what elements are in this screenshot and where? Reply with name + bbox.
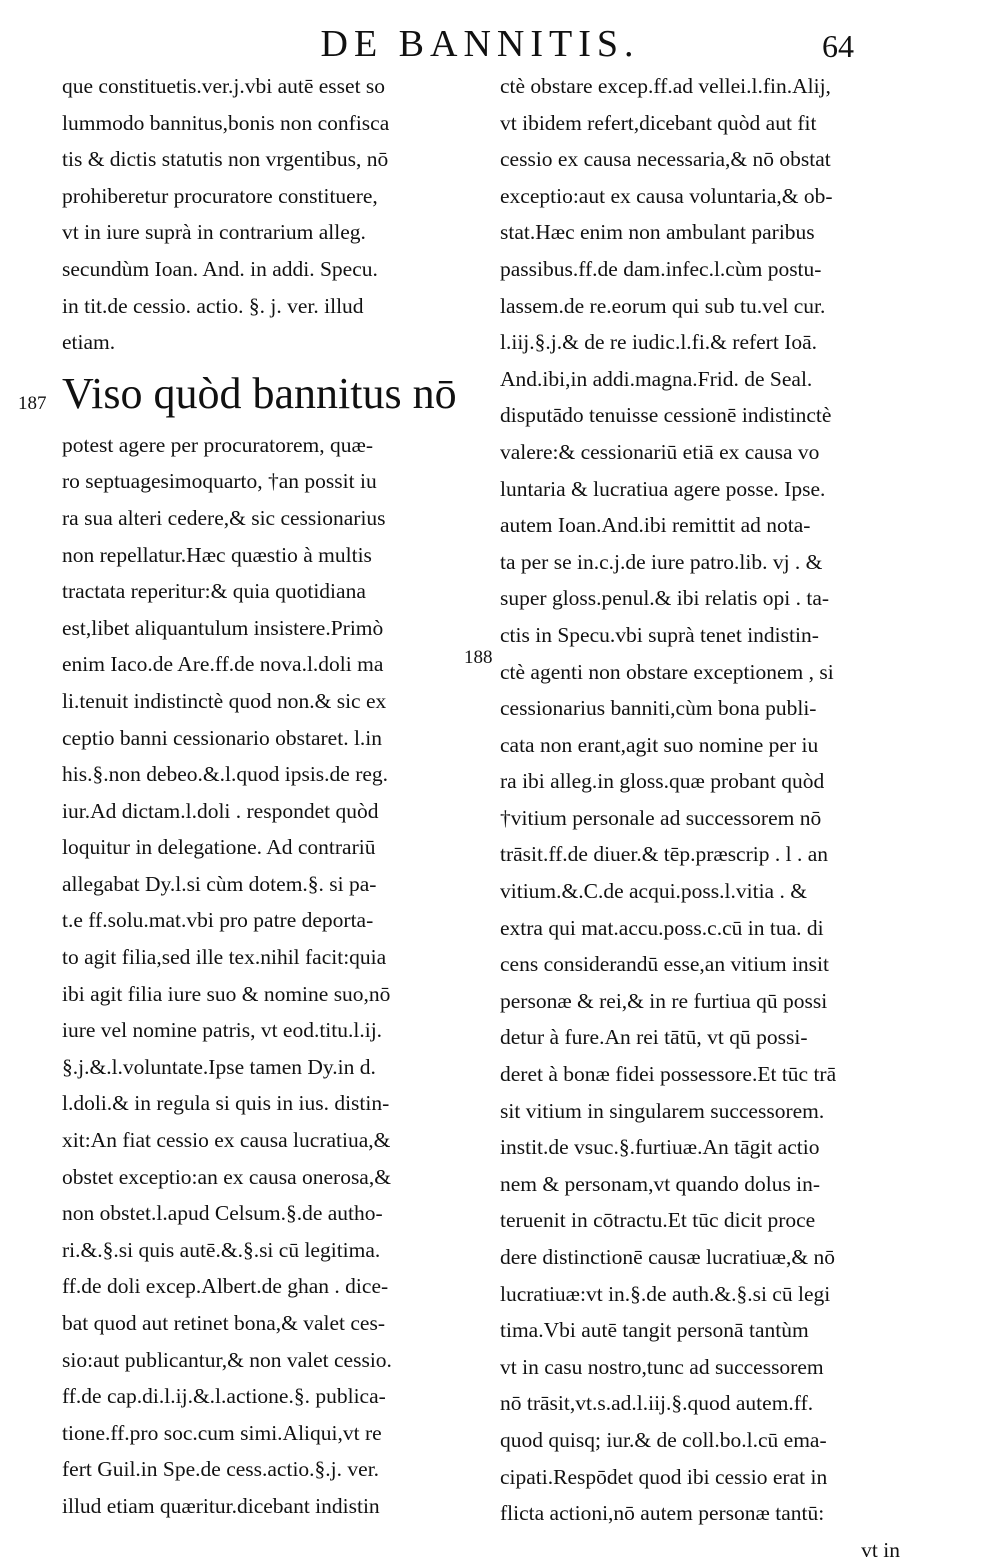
- page-number: 64: [822, 28, 854, 64]
- text-line: li.tenuit indistinctè quod non.& sic ex: [62, 688, 387, 713]
- text-line: fert Guil.in Spe.de cess.actio.§.j. ver.: [62, 1457, 380, 1482]
- text-line: ta per se in.c.j.de iure patro.lib. vj . &: [500, 549, 823, 574]
- text-line: xit:An fiat cessio ex causa lucratiua,&: [62, 1128, 391, 1153]
- text-line: que constituetis.ver.j.vbi autē esset so: [62, 74, 386, 98]
- text-line: extra qui mat.accu.poss.c.cū in tua. di: [500, 915, 824, 940]
- text-line: enim Iaco.de Are.ff.de nova.l.doli ma: [62, 652, 384, 677]
- text-line: cens considerandū esse,an vitium insit: [500, 952, 829, 977]
- text-line: deret à bonæ fidei possessore.Et tūc trā: [500, 1062, 837, 1087]
- text-line: quod quisq; iur.& de coll.bo.l.cū ema-: [500, 1427, 827, 1452]
- text-line: teruenit in cōtractu.Et tūc dicit proce: [500, 1208, 816, 1233]
- text-line: lucratiuæ:vt in.§.de auth.&.§.si cū legi: [500, 1281, 831, 1306]
- text-line: l.doli.& in regula si quis in ius. distin-: [62, 1091, 390, 1116]
- text-line: iure vel nomine patris, vt eod.titu.l.ij.: [62, 1018, 383, 1043]
- text-line: tractata reperitur:& quia quotidiana: [62, 579, 366, 604]
- text-line: allegabat Dy.l.si cùm dotem.§. si pa-: [62, 871, 377, 896]
- text-line: sio:aut publicantur,& non valet cessio.: [62, 1347, 392, 1372]
- text-line: cessionarius banniti,cùm bona publi-: [500, 696, 817, 721]
- text-line: illud etiam quæritur.dicebant indistin: [62, 1493, 380, 1518]
- text-line: tis & dictis statutis non vrgentibus, nō: [62, 147, 389, 172]
- text-line: flicta actioni,nō autem personæ tantū:: [500, 1501, 825, 1526]
- text-line: disputādo tenuisse cessionē indistinctè: [500, 403, 832, 428]
- text-line: ra ibi alleg.in gloss.quæ probant quòd: [500, 769, 825, 794]
- text-line: vt in casu nostro,tunc ad successorem: [500, 1354, 824, 1379]
- text-line: lassem.de re.eorum qui sub tu.vel cur.: [500, 293, 826, 318]
- text-line: ibi agit filia iure suo & nomine suo,nō: [62, 981, 391, 1006]
- text-line: vt in: [861, 1537, 900, 1562]
- text-line: dere distinctionē causæ lucratiuæ,& nō: [500, 1245, 835, 1269]
- text-line: And.ibi,in addi.magna.Frid. de Seal.: [500, 366, 813, 391]
- text-line: est,libet aliquantulum insistere.Primò: [62, 615, 384, 640]
- text-line: ceptio banni cessionario obstaret. l.in: [62, 725, 383, 750]
- text-line: l.iij.§.j.& de re iudic.l.fi.& refert Ioā.: [500, 330, 818, 355]
- text-line: nō trāsit,vt.s.ad.l.iij.§.quod autem.ff.: [500, 1391, 814, 1416]
- text-line: §.j.&.l.voluntate.Ipse tamen Dy.in d.: [62, 1054, 376, 1079]
- text-line: potest agere per procuratorem, quæ-: [62, 432, 374, 457]
- text-line: prohiberetur procuratore constituere,: [62, 183, 378, 208]
- text-line: his.§.non debeo.&.l.quod ipsis.de reg.: [62, 762, 389, 787]
- text-line: etiam.: [62, 330, 116, 355]
- text-line: secundùm Ioan. And. in addi. Specu.: [62, 256, 378, 281]
- text-line: trāsit.ff.de diuer.& tēp.præscrip . l . an: [500, 842, 829, 867]
- text-line: iur.Ad dictam.l.doli . respondet quòd: [62, 798, 379, 823]
- text-line: loquitur in delegatione. Ad contrariū: [62, 835, 376, 860]
- running-title: DE BANNITIS.: [320, 23, 640, 65]
- text-line: vitium.&.C.de acqui.poss.l.vitia . &: [500, 879, 807, 904]
- text-line: ctè obstare excep.ff.ad vellei.l.fin.Alij,: [500, 74, 831, 98]
- text-line: lummodo bannitus,bonis non confisca: [62, 110, 390, 135]
- text-line: tione.ff.pro soc.cum simi.Aliqui,vt re: [62, 1420, 382, 1445]
- text-line: †vitium personale ad successorem nō: [500, 805, 822, 830]
- text-line: ff.de doli excep.Albert.de ghan . dice-: [62, 1274, 389, 1299]
- text-line: autem Ioan.And.ibi remittit ad nota-: [500, 513, 811, 538]
- text-line: obstet exceptio:an ex causa onerosa,&: [62, 1164, 391, 1189]
- text-line: passibus.ff.de dam.infec.l.cùm postu-: [500, 256, 822, 281]
- margin-note-left: 187: [18, 393, 47, 414]
- text-line: ro septuagesimoquarto, †an possit iu: [62, 469, 377, 494]
- text-line: cipati.Respōdet quod ibi cessio erat in: [500, 1464, 828, 1489]
- text-line: cessio ex causa necessaria,& nō obstat: [500, 147, 831, 172]
- text-line: stat.Hæc enim non ambulant paribus: [500, 220, 815, 245]
- text-line: ff.de cap.di.l.ij.&.l.actione.§. publica-: [62, 1384, 386, 1409]
- text-line: sit vitium in singularem successorem.: [500, 1098, 825, 1123]
- text-line: in tit.de cessio. actio. §. j. ver. illud: [62, 293, 364, 318]
- margin-note-right: 188: [464, 647, 493, 668]
- text-line: tima.Vbi autē tangit personā tantùm: [500, 1318, 809, 1343]
- text-line: ctis in Specu.vbi suprà tenet indistin-: [500, 622, 819, 647]
- text-line: non obstet.l.apud Celsum.§.de autho-: [62, 1201, 383, 1226]
- text-line: ri.&.§.si quis autē.&.§.si cū legitima.: [62, 1237, 381, 1262]
- text-line: vt in iure suprà in contrarium alleg.: [62, 220, 366, 245]
- section-heading: Viso quòd bannitus nō: [62, 368, 457, 418]
- text-line: cata non erant,agit suo nomine per iu: [500, 732, 819, 757]
- text-line: vt ibidem refert,dicebant quòd aut fit: [500, 110, 817, 135]
- text-line: super gloss.penul.& ibi relatis opi . ta-: [500, 586, 830, 611]
- text-line: ra sua alteri cedere,& sic cessionarius: [62, 505, 386, 530]
- text-line: t.e ff.solu.mat.vbi pro patre deporta-: [62, 908, 374, 933]
- text-line: to agit filia,sed ille tex.nihil facit:quia: [62, 945, 387, 970]
- left-column: [62, 68, 462, 1525]
- text-line: detur à fure.An rei tātū, vt qū possi-: [500, 1025, 808, 1050]
- text-line: personæ & rei,& in re furtiua qū possi: [500, 988, 828, 1013]
- text-line: ctè agenti non obstare exceptionem , si: [500, 659, 834, 684]
- text-line: nem & personam,vt quando dolus in-: [500, 1171, 821, 1196]
- right-column: [500, 68, 900, 1568]
- text-line: valere:& cessionariū etiā ex causa vo: [500, 439, 820, 464]
- text-line: non repellatur.Hæc quæstio à multis: [62, 542, 372, 567]
- text-line: exceptio:aut ex causa voluntaria,& ob-: [500, 183, 833, 208]
- text-line: instit.de vsuc.§.furtiuæ.An tāgit actio: [500, 1135, 820, 1160]
- text-line: luntaria & lucratiua agere posse. Ipse.: [500, 476, 826, 501]
- text-line: bat quod aut retinet bona,& valet ces-: [62, 1311, 385, 1335]
